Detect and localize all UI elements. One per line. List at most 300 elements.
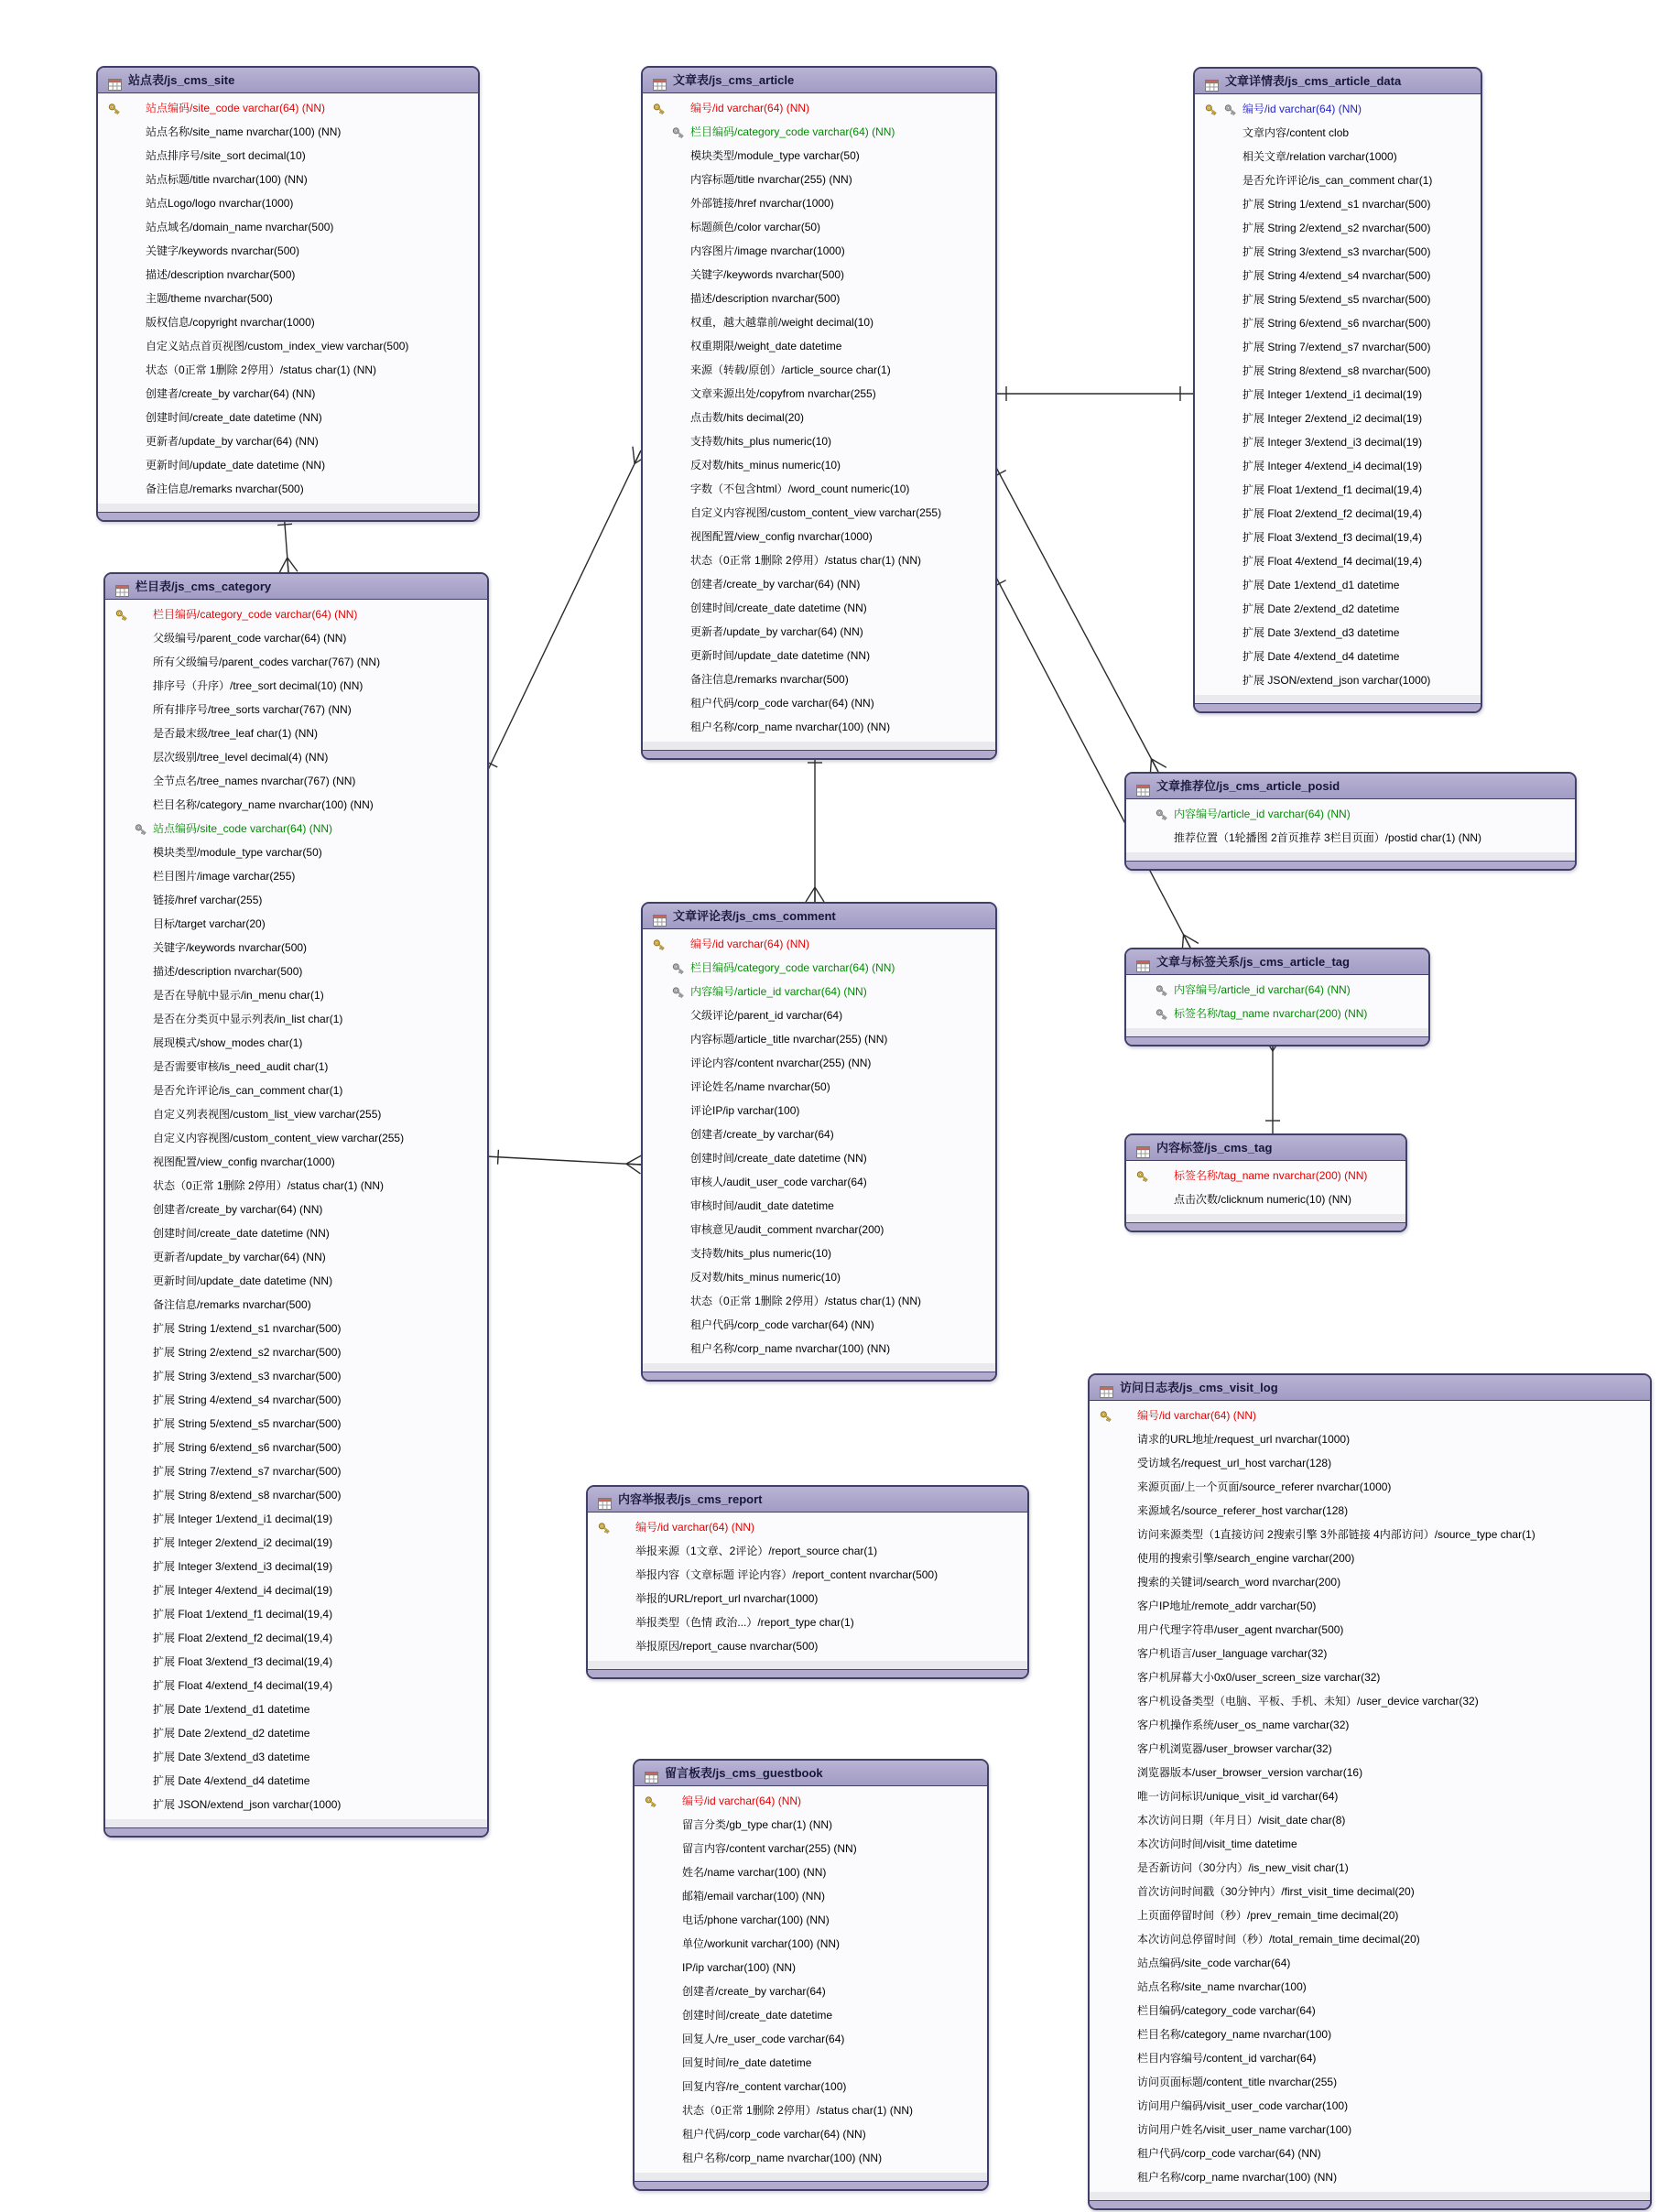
table-header[interactable] xyxy=(105,574,487,600)
field-row[interactable] xyxy=(1195,287,1481,311)
field-row[interactable] xyxy=(1195,240,1481,264)
field-row[interactable] xyxy=(105,1721,487,1745)
field-row[interactable] xyxy=(1090,1880,1650,1903)
field-row[interactable] xyxy=(1195,430,1481,454)
field-row[interactable] xyxy=(1090,1546,1650,1570)
field-row[interactable] xyxy=(643,310,995,334)
field-row[interactable] xyxy=(1195,502,1481,526)
table-title: 文章与标签关系/js_cms_article_tag xyxy=(1156,955,1350,969)
field-text: 内容标题/article_title nvarchar(255) (NN) xyxy=(690,1033,888,1046)
table-footer-strip xyxy=(635,2173,987,2181)
field-row[interactable] xyxy=(635,2027,987,2051)
table-header[interactable] xyxy=(643,68,995,93)
table-js_cms_site[interactable] xyxy=(96,66,480,522)
field-row[interactable] xyxy=(1090,1523,1650,1546)
field-row[interactable] xyxy=(1195,573,1481,597)
table-js_cms_guestbook[interactable] xyxy=(633,1759,989,2191)
field-row[interactable] xyxy=(1090,1927,1650,1951)
field-row[interactable] xyxy=(643,1265,995,1289)
table-footer xyxy=(643,750,995,758)
field-row[interactable] xyxy=(105,602,487,626)
field-row[interactable] xyxy=(105,936,487,960)
field-row[interactable] xyxy=(643,144,995,168)
field-row[interactable] xyxy=(635,2003,987,2027)
field-text: 访问页面标题/content_title nvarchar(255) xyxy=(1137,2076,1338,2088)
field-row[interactable] xyxy=(643,932,995,956)
field-row[interactable] xyxy=(643,1003,995,1027)
field-row[interactable] xyxy=(105,1293,487,1317)
field-row[interactable] xyxy=(1195,121,1481,145)
field-row[interactable] xyxy=(588,1634,1027,1658)
field-row[interactable] xyxy=(643,620,995,644)
table-header[interactable] xyxy=(1090,1375,1650,1401)
field-row[interactable] xyxy=(105,698,487,721)
field-text: 栏目名称/category_name nvarchar(100) (NN) xyxy=(153,798,374,811)
field-row[interactable] xyxy=(1090,1951,1650,1975)
field-row[interactable] xyxy=(1090,2022,1650,2046)
field-text: 栏目编码/category_code varchar(64) (NN) xyxy=(153,608,358,621)
field-row[interactable] xyxy=(588,1539,1027,1563)
field-row[interactable] xyxy=(643,548,995,572)
field-row[interactable] xyxy=(105,817,487,840)
table-field-list xyxy=(105,600,487,1816)
field-row[interactable] xyxy=(105,1245,487,1269)
field-text: 描述/description nvarchar(500) xyxy=(146,268,296,281)
field-text: 评论IP/ip varchar(100) xyxy=(690,1104,800,1117)
field-text: 扩展 Float 2/extend_f2 decimal(19,4) xyxy=(153,1632,333,1644)
field-row[interactable] xyxy=(643,691,995,715)
table-field-list xyxy=(1126,799,1575,850)
field-row[interactable] xyxy=(105,793,487,817)
field-row[interactable] xyxy=(1090,1451,1650,1475)
field-row[interactable] xyxy=(643,1122,995,1146)
field-row[interactable] xyxy=(643,168,995,191)
field-row[interactable] xyxy=(643,980,995,1003)
field-row[interactable] xyxy=(98,334,478,358)
field-row[interactable] xyxy=(1090,2165,1650,2189)
field-row[interactable] xyxy=(105,1221,487,1245)
field-row[interactable] xyxy=(98,358,478,382)
field-row[interactable] xyxy=(643,287,995,310)
field-row[interactable] xyxy=(643,1027,995,1051)
field-row[interactable] xyxy=(105,745,487,769)
field-row[interactable] xyxy=(105,1412,487,1436)
field-row[interactable] xyxy=(1195,597,1481,621)
field-row[interactable] xyxy=(105,1364,487,1388)
field-row[interactable] xyxy=(1090,1761,1650,1784)
field-text: 扩展 Float 2/extend_f2 decimal(19,4) xyxy=(1242,507,1423,520)
field-text: 租户名称/corp_name nvarchar(100) (NN) xyxy=(690,721,891,733)
field-text: 状态（0正常 1删除 2停用）/status char(1) (NN) xyxy=(690,1295,922,1307)
field-text: 评论姓名/name nvarchar(50) xyxy=(690,1080,830,1093)
table-footer-strip xyxy=(643,742,995,750)
table-icon xyxy=(1205,75,1219,100)
table-js_cms_tag[interactable] xyxy=(1124,1133,1407,1232)
field-row[interactable] xyxy=(105,1555,487,1578)
field-row[interactable] xyxy=(635,1979,987,2003)
field-row[interactable] xyxy=(1195,192,1481,216)
field-row[interactable] xyxy=(588,1587,1027,1610)
field-row[interactable] xyxy=(588,1610,1027,1634)
field-text: 扩展 String 8/extend_s8 nvarchar(500) xyxy=(1242,364,1431,377)
field-row[interactable] xyxy=(1090,1618,1650,1642)
field-row[interactable] xyxy=(1090,2118,1650,2142)
field-text: 回复内容/re_content varchar(100) xyxy=(682,2080,847,2093)
field-text: 举报内容（文章标题 评论内容）/report_content nvarchar(500) xyxy=(635,1568,939,1581)
field-row[interactable] xyxy=(105,1174,487,1198)
field-row[interactable] xyxy=(635,1860,987,1884)
field-row[interactable] xyxy=(1195,168,1481,192)
field-text: 租户名称/corp_name nvarchar(100) (NN) xyxy=(682,2152,883,2164)
field-text: 编号/id varchar(64) (NN) xyxy=(690,938,810,950)
field-row[interactable] xyxy=(1090,2094,1650,2118)
field-row[interactable] xyxy=(105,1055,487,1079)
field-row[interactable] xyxy=(588,1515,1027,1539)
table-field-list xyxy=(98,93,478,501)
field-row[interactable] xyxy=(643,1075,995,1099)
table-title: 站点表/js_cms_site xyxy=(128,73,235,87)
field-row[interactable] xyxy=(105,1269,487,1293)
field-row[interactable] xyxy=(643,1242,995,1265)
field-row[interactable] xyxy=(1090,1999,1650,2022)
field-row[interactable] xyxy=(105,1102,487,1126)
table-icon xyxy=(1100,1382,1113,1406)
field-row[interactable] xyxy=(643,382,995,406)
field-row[interactable] xyxy=(105,1079,487,1102)
field-text: 举报原因/report_cause nvarchar(500) xyxy=(635,1640,819,1653)
field-row[interactable] xyxy=(98,453,478,477)
field-text: 栏目图片/image varchar(255) xyxy=(153,870,296,883)
field-text: 描述/description nvarchar(500) xyxy=(153,965,303,978)
field-row[interactable] xyxy=(643,596,995,620)
field-text: 首次访问时间戳（30分钟内）/first_visit_time decimal(20) xyxy=(1137,1885,1415,1898)
field-text: 内容编号/article_id varchar(64) (NN) xyxy=(1174,983,1351,996)
field-row[interactable] xyxy=(643,477,995,501)
field-text: 举报类型（色情 政治...）/report_type char(1) xyxy=(635,1616,854,1629)
field-row[interactable] xyxy=(1195,549,1481,573)
table-footer xyxy=(1126,861,1575,869)
field-row[interactable] xyxy=(105,1007,487,1031)
field-row[interactable] xyxy=(105,1459,487,1483)
field-row[interactable] xyxy=(1090,1808,1650,1832)
field-row[interactable] xyxy=(1126,826,1575,850)
field-row[interactable] xyxy=(1195,145,1481,168)
field-row[interactable] xyxy=(635,1837,987,1860)
field-row[interactable] xyxy=(635,1813,987,1837)
field-row[interactable] xyxy=(98,144,478,168)
field-row[interactable] xyxy=(1195,407,1481,430)
field-row[interactable] xyxy=(643,1218,995,1242)
field-text: 扩展 Float 4/extend_f4 decimal(19,4) xyxy=(1242,555,1423,568)
field-row[interactable] xyxy=(1195,526,1481,549)
field-row[interactable] xyxy=(98,310,478,334)
field-row[interactable] xyxy=(1090,1642,1650,1665)
field-text: 标题颜色/color varchar(50) xyxy=(690,221,821,233)
field-row[interactable] xyxy=(635,2122,987,2146)
field-row[interactable] xyxy=(105,1483,487,1507)
field-text: 扩展 Integer 1/extend_i1 decimal(19) xyxy=(1242,388,1423,401)
field-row[interactable] xyxy=(1195,264,1481,287)
field-row[interactable] xyxy=(643,1170,995,1194)
field-text: 创建者/create_by varchar(64) (NN) xyxy=(690,578,861,591)
field-row[interactable] xyxy=(105,1340,487,1364)
field-text: 租户代码/corp_code varchar(64) (NN) xyxy=(690,697,874,710)
field-text: 外部链接/href nvarchar(1000) xyxy=(690,197,834,210)
field-row[interactable] xyxy=(635,2146,987,2170)
table-footer-strip xyxy=(643,1363,995,1372)
field-text: 创建者/create_by varchar(64) (NN) xyxy=(153,1203,323,1216)
field-row[interactable] xyxy=(1090,1784,1650,1808)
field-text: 回复时间/re_date datetime xyxy=(682,2056,812,2069)
field-row[interactable] xyxy=(643,1194,995,1218)
field-row[interactable] xyxy=(1126,802,1575,826)
field-text: 站点编码/site_code varchar(64) xyxy=(1137,1957,1291,1969)
field-row[interactable] xyxy=(105,1198,487,1221)
field-row[interactable] xyxy=(1090,1856,1650,1880)
field-row[interactable] xyxy=(635,2098,987,2122)
field-row[interactable] xyxy=(105,1697,487,1721)
field-row[interactable] xyxy=(635,1884,987,1908)
field-row[interactable] xyxy=(1090,1832,1650,1856)
field-row[interactable] xyxy=(105,626,487,650)
field-row[interactable] xyxy=(105,1436,487,1459)
table-header[interactable] xyxy=(1126,774,1575,799)
field-row[interactable] xyxy=(1195,359,1481,383)
field-row[interactable] xyxy=(1090,1594,1650,1618)
field-row[interactable] xyxy=(105,1578,487,1602)
field-row[interactable] xyxy=(643,501,995,525)
field-row[interactable] xyxy=(643,1313,995,1337)
field-row[interactable] xyxy=(1195,97,1481,121)
field-row[interactable] xyxy=(643,1146,995,1170)
field-row[interactable] xyxy=(105,1150,487,1174)
field-text: 父级编号/parent_code varchar(64) (NN) xyxy=(153,632,347,645)
field-text: 扩展 String 2/extend_s2 nvarchar(500) xyxy=(1242,222,1431,234)
table-header[interactable] xyxy=(98,68,478,93)
field-row[interactable] xyxy=(98,120,478,144)
field-row[interactable] xyxy=(1090,1427,1650,1451)
field-row[interactable] xyxy=(1090,1975,1650,1999)
field-text: 扩展 String 7/extend_s7 nvarchar(500) xyxy=(153,1465,342,1478)
field-row[interactable] xyxy=(105,1650,487,1674)
field-row[interactable] xyxy=(1126,1002,1428,1025)
field-row[interactable] xyxy=(1090,2046,1650,2070)
table-footer xyxy=(98,512,478,520)
table-js_cms_comment[interactable] xyxy=(641,902,997,1382)
field-text: 举报的URL/report_url nvarchar(1000) xyxy=(635,1592,819,1605)
field-row[interactable] xyxy=(105,1388,487,1412)
field-row[interactable] xyxy=(643,1337,995,1361)
table-title: 内容标签/js_cms_tag xyxy=(1156,1141,1273,1155)
field-text: 栏目内容编号/content_id varchar(64) xyxy=(1137,2052,1317,2065)
field-row[interactable] xyxy=(643,1099,995,1122)
table-header[interactable] xyxy=(588,1487,1027,1513)
field-row[interactable] xyxy=(105,769,487,793)
field-text: 扩展 Date 1/extend_d1 datetime xyxy=(153,1703,310,1716)
table-footer-strip xyxy=(588,1661,1027,1669)
table-js_cms_category[interactable] xyxy=(103,572,489,1838)
field-text: 受访域名/request_url_host varchar(128) xyxy=(1137,1457,1332,1469)
field-row[interactable] xyxy=(105,1602,487,1626)
field-row[interactable] xyxy=(1090,1570,1650,1594)
field-row[interactable] xyxy=(635,1789,987,1813)
field-row[interactable] xyxy=(643,572,995,596)
field-row[interactable] xyxy=(105,888,487,912)
field-row[interactable] xyxy=(98,96,478,120)
field-row[interactable] xyxy=(1090,1713,1650,1737)
relation-article-articledata xyxy=(993,386,1193,401)
field-row[interactable] xyxy=(98,429,478,453)
field-row[interactable] xyxy=(1195,478,1481,502)
field-row[interactable] xyxy=(643,715,995,739)
table-header[interactable] xyxy=(1126,1135,1405,1161)
field-row[interactable] xyxy=(643,667,995,691)
field-row[interactable] xyxy=(98,168,478,191)
field-row[interactable] xyxy=(1090,1665,1650,1689)
field-row[interactable] xyxy=(105,1507,487,1531)
field-row[interactable] xyxy=(588,1563,1027,1587)
field-row[interactable] xyxy=(1090,1903,1650,1927)
relation-article-posid xyxy=(993,462,1166,776)
field-row[interactable] xyxy=(643,334,995,358)
field-text: 权重期限/weight_date datetime xyxy=(690,340,842,352)
field-text: 唯一访问标识/unique_visit_id varchar(64) xyxy=(1137,1790,1339,1803)
field-row[interactable] xyxy=(643,120,995,144)
field-row[interactable] xyxy=(1090,2142,1650,2165)
field-row[interactable] xyxy=(1195,383,1481,407)
table-footer-strip xyxy=(1195,695,1481,703)
field-row[interactable] xyxy=(105,1674,487,1697)
field-row[interactable] xyxy=(1195,621,1481,645)
field-row[interactable] xyxy=(1090,1499,1650,1523)
field-row[interactable] xyxy=(105,840,487,864)
field-text: 扩展 Integer 2/extend_i2 decimal(19) xyxy=(1242,412,1423,425)
field-text: 站点编码/site_code varchar(64) (NN) xyxy=(153,822,333,835)
field-text: 来源页面/上一个页面/source_referer nvarchar(1000) xyxy=(1137,1480,1392,1493)
field-row[interactable] xyxy=(1126,1164,1405,1187)
field-text: 状态（0正常 1删除 2停用）/status char(1) (NN) xyxy=(682,2104,914,2117)
field-row[interactable] xyxy=(1195,645,1481,668)
field-row[interactable] xyxy=(635,1956,987,1979)
relation-article-comment xyxy=(806,750,824,902)
field-text: 模块类型/module_type varchar(50) xyxy=(690,149,860,162)
field-row[interactable] xyxy=(105,1626,487,1650)
field-row[interactable] xyxy=(105,674,487,698)
table-header[interactable] xyxy=(635,1761,987,1786)
field-text: 留言分类/gb_type char(1) (NN) xyxy=(682,1818,833,1831)
field-row[interactable] xyxy=(1090,1689,1650,1713)
field-row[interactable] xyxy=(643,191,995,215)
field-row[interactable] xyxy=(98,191,478,215)
field-row[interactable] xyxy=(643,358,995,382)
table-js_cms_article_data[interactable] xyxy=(1193,67,1482,713)
field-row[interactable] xyxy=(635,1932,987,1956)
field-text: 扩展 Date 3/extend_d3 datetime xyxy=(1242,626,1400,639)
field-row[interactable] xyxy=(1195,454,1481,478)
field-row[interactable] xyxy=(105,1769,487,1793)
field-row[interactable] xyxy=(635,2075,987,2098)
field-row[interactable] xyxy=(643,453,995,477)
field-row[interactable] xyxy=(1126,1187,1405,1211)
field-row[interactable] xyxy=(105,912,487,936)
table-header[interactable] xyxy=(643,904,995,929)
field-row[interactable] xyxy=(1090,1404,1650,1427)
field-text: 扩展 String 1/extend_s1 nvarchar(500) xyxy=(153,1322,342,1335)
field-row[interactable] xyxy=(105,864,487,888)
field-row[interactable] xyxy=(643,406,995,429)
field-row[interactable] xyxy=(105,1031,487,1055)
table-icon xyxy=(108,74,122,99)
field-row[interactable] xyxy=(643,644,995,667)
field-row[interactable] xyxy=(643,239,995,263)
field-row[interactable] xyxy=(105,721,487,745)
table-js_cms_report[interactable] xyxy=(586,1485,1029,1679)
field-row[interactable] xyxy=(643,96,995,120)
field-row[interactable] xyxy=(105,1126,487,1150)
field-row[interactable] xyxy=(643,956,995,980)
table-field-list xyxy=(643,929,995,1361)
field-text: 扩展 String 1/extend_s1 nvarchar(500) xyxy=(1242,198,1431,211)
table-js_cms_visit_log[interactable] xyxy=(1088,1373,1652,2210)
field-row[interactable] xyxy=(105,650,487,674)
field-row[interactable] xyxy=(643,429,995,453)
table-header[interactable] xyxy=(1126,949,1428,975)
field-row[interactable] xyxy=(98,406,478,429)
field-row[interactable] xyxy=(98,263,478,287)
field-row[interactable] xyxy=(98,215,478,239)
field-row[interactable] xyxy=(1195,311,1481,335)
table-footer-strip xyxy=(1090,2192,1650,2200)
field-row[interactable] xyxy=(105,1745,487,1769)
field-row[interactable] xyxy=(1126,978,1428,1002)
field-row[interactable] xyxy=(98,239,478,263)
field-row[interactable] xyxy=(643,1289,995,1313)
table-icon xyxy=(653,74,667,99)
field-row[interactable] xyxy=(643,525,995,548)
field-text: 编号/id varchar(64) (NN) xyxy=(1242,103,1362,115)
field-text: 备注信息/remarks nvarchar(500) xyxy=(690,673,849,686)
field-text: 父级评论/parent_id varchar(64) xyxy=(690,1009,843,1022)
field-row[interactable] xyxy=(635,1908,987,1932)
field-row[interactable] xyxy=(643,1051,995,1075)
field-row[interactable] xyxy=(1195,335,1481,359)
field-row[interactable] xyxy=(105,1317,487,1340)
field-row[interactable] xyxy=(635,2051,987,2075)
field-row[interactable] xyxy=(105,1531,487,1555)
field-row[interactable] xyxy=(105,983,487,1007)
table-header[interactable] xyxy=(1195,69,1481,94)
field-text: 举报来源（1文章、2评论）/report_source char(1) xyxy=(635,1545,878,1557)
field-row[interactable] xyxy=(643,215,995,239)
field-row[interactable] xyxy=(643,263,995,287)
table-title: 文章表/js_cms_article xyxy=(673,73,795,87)
field-row[interactable] xyxy=(105,960,487,983)
field-row[interactable] xyxy=(1090,2070,1650,2094)
field-row[interactable] xyxy=(1090,1737,1650,1761)
field-row[interactable] xyxy=(98,287,478,310)
table-js_cms_article_posid[interactable] xyxy=(1124,772,1577,871)
field-row[interactable] xyxy=(1090,1475,1650,1499)
field-text: 更新时间/update_date datetime (NN) xyxy=(153,1274,333,1287)
table-js_cms_article_tag[interactable] xyxy=(1124,948,1430,1046)
field-row[interactable] xyxy=(105,1793,487,1816)
field-row[interactable] xyxy=(1195,668,1481,692)
table-js_cms_article[interactable] xyxy=(641,66,997,760)
field-text: 推荐位置（1轮播图 2首页推荐 3栏目页面）/postid char(1) (NN) xyxy=(1174,831,1482,844)
field-row[interactable] xyxy=(98,382,478,406)
field-row[interactable] xyxy=(98,477,478,501)
field-row[interactable] xyxy=(1195,216,1481,240)
